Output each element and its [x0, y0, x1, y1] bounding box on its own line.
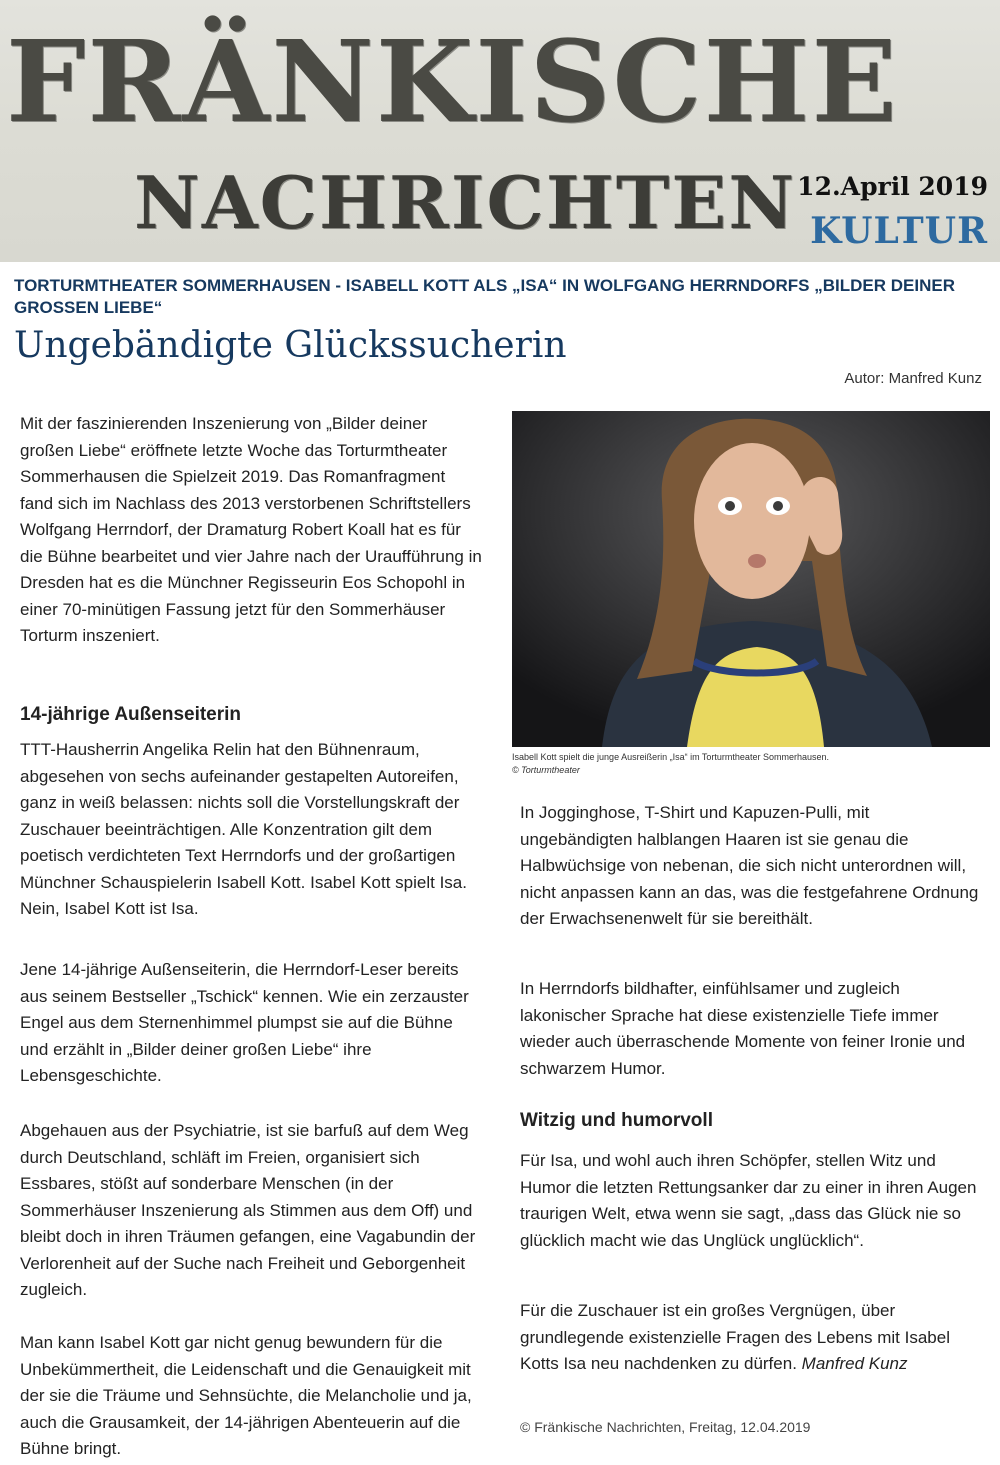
- paragraph: Man kann Isabel Kott gar nicht genug bewundern für die Unbekümmertheit, die Leidenschaft und die Genauigkeit mit der sie die Träume und Sehnsüchte, die Melancholie und ja, auch die Grausamkeit, der 14-jährigen Abenteuerin auf die Bühne bringt.: [20, 1333, 472, 1458]
- article-kicker: TORTURMTHEATER SOMMERHAUSEN - ISABELL KOTT ALS „ISA“ IN WOLFGANG HERRNDORFS „BILDER DEINER GROSSEN LIEBE“: [14, 276, 955, 317]
- caption-text: Isabell Kott spielt die junge Ausreißerin „Isa“ im Torturmtheater Sommerhausen.: [512, 752, 829, 762]
- subheading: Witzig und humorvoll: [520, 1110, 713, 1131]
- author-signature: Manfred Kunz: [801, 1354, 908, 1373]
- paragraph: Für Isa, und wohl auch ihren Schöpfer, stellen Witz und Humor die letzten Rettungsanker dar zu einer in ihren Augen traurigen Welt, etwa wenn sie sagt, „dass das Glück nie so glücklich macht wie das Unglück unglücklich“.: [520, 1151, 977, 1250]
- paragraph: In Jogginghose, T-Shirt und Kapuzen-Pulli, mit ungebändigten halblangen Haaren ist sie genau die Halbwüchsige von nebenan, die sich nicht unterordnen will, nicht anpassen kann an das, was die festgefahrene Ordnung der Erwachsenenwelt für sie bereithält.: [520, 803, 979, 928]
- newspaper-masthead: [0, 0, 1000, 262]
- paragraph: Abgehauen aus der Psychiatrie, ist sie barfuß auf dem Weg durch Deutschland, schläft im Freien, organisiert sich Essbares, stößt auf sonderbare Menschen (in der Sommerhäuser Inszenierung als Stimmen aus dem Off) und bleibt doch in ihren Träumen gefangen, eine Vagabundin der Verlorenheit auf der Suche nach Freiheit und Geborgenheit zugleich.: [20, 1121, 476, 1299]
- subheading: 14-jährige Außenseiterin: [20, 704, 242, 725]
- paragraph: Mit der faszinierenden Inszenierung von „Bilder deiner großen Liebe“ eröffnete letzte Woche das Torturmtheater Sommerhausen die Spielzeit 2019. Das Romanfragment fand sich im Nachlass des 2013 verstorbenen Schriftstellers Wolfgang Herrndorf, der Dramaturg Robert Koall hat es für die Bühne bearbeitet und vier Jahre nach der Uraufführung in Dresden hat es die Münchner Regisseurin Eos Schopohl in einer 70-minütigen Fassung jetzt für den Sommerhäuser Torturm inszeniert.: [20, 414, 482, 645]
- paragraph: In Herrndorfs bildhafter, einfühlsamer und zugleich lakonischer Sprache hat diese existenzielle Tiefe immer wieder auch überraschende Momente von feiner Ironie und schwarzem Humor.: [520, 979, 966, 1078]
- masthead-title-line1: FRÄNKISCHE: [6, 17, 899, 148]
- copyright-footer: © Fränkische Nachrichten, Freitag, 12.04.2019: [520, 1419, 811, 1435]
- article-column-right: [520, 800, 985, 1378]
- article-photo: [512, 411, 990, 747]
- paragraph: Jene 14-jährige Außenseiterin, die Herrndorf-Leser bereits aus seinem Bestseller „Tschick“ kennen. Wie ein zerzauster Engel aus dem Sternenhimmel plumpst sie auf die Bühne und erzählt in „Bilder deiner großen Liebe“ ihre Lebensgeschichte.: [20, 960, 469, 1085]
- section-label: KULTUR: [810, 210, 988, 252]
- actress-photo-illustration: [512, 411, 990, 747]
- photo-credit: © Torturmtheater: [512, 765, 580, 775]
- masthead-title-line2: NACHRICHTEN: [134, 160, 797, 245]
- paragraph: TTT-Hausherrin Angelika Relin hat den Bühnenraum, abgesehen von sechs aufeinander gestapelten Autoreifen, ganz in weiß belassen: nichts soll die Vorstellungskraft der Zuschauer beeinträchtigen. Alle Konzentration gilt dem poetisch verdichteten Text Herrndorfs und der großartigen Münchner Schauspielerin Isabell Kott. Isabel Kott spielt Isa. Nein, Isabel Kott ist Isa.: [20, 740, 467, 918]
- article-headline: Ungebändigte Glückssucherin: [14, 325, 567, 366]
- issue-date: 12.April 2019: [797, 172, 988, 201]
- paragraph-text: Für die Zuschauer ist ein großes Vergnügen, über grundlegende existenzielle Fragen des Lebens mit Isabel Kotts Isa neu nachdenken zu dürfen.: [520, 1301, 950, 1373]
- photo-caption: [512, 751, 990, 777]
- paragraph: [520, 1298, 985, 1378]
- article-column-left: [20, 411, 482, 1463]
- article-author: Autor: Manfred Kunz: [844, 370, 982, 387]
